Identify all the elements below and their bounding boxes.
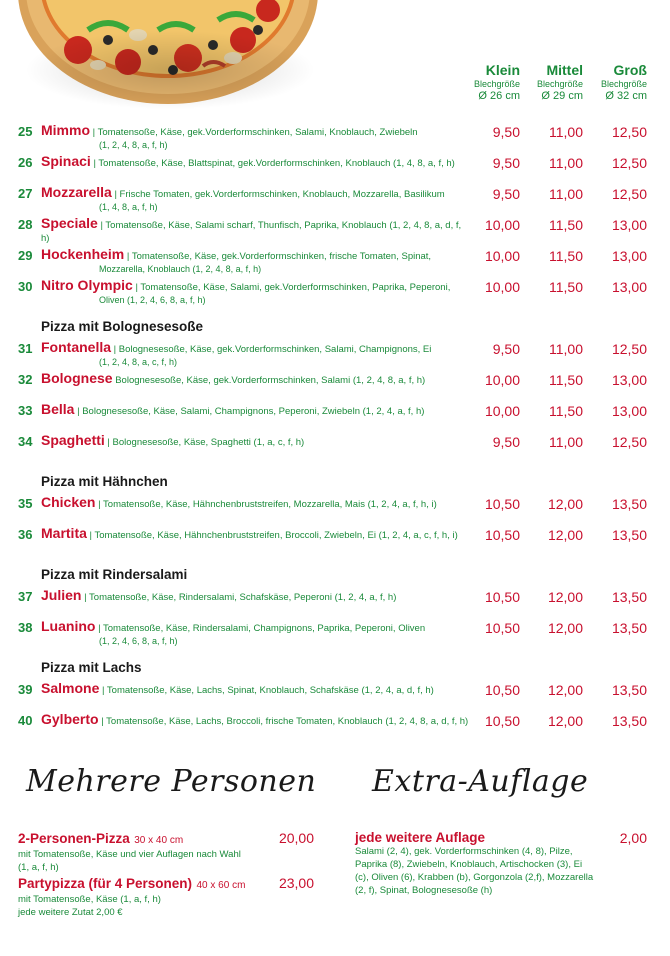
pizza-ingredients-cont: (1, 2, 4, 8, a, c, f, h) [99, 357, 178, 367]
pizza-description [41, 155, 471, 170]
price-gross: 12,50 [611, 155, 647, 171]
pizza-name: Hockenheim [41, 246, 125, 262]
pizza-description [41, 403, 471, 418]
pizza-name: Mimmo [41, 122, 90, 138]
pizza-number: 26 [18, 155, 33, 170]
pizza-ingredients: Bolognesesoße, Käse, gek.Vorderformschinken, Salami (1, 2, 4, 8, a, f, h) [115, 375, 426, 386]
pizza-number: 39 [18, 682, 33, 697]
price-gross: 13,00 [611, 217, 647, 233]
pizza-number: 31 [18, 341, 33, 356]
pizza-description [41, 496, 471, 511]
pizza-ingredients: | Tomatensoße, Käse, Lachs, Spinat, Knoblauch, Schafskäse (1, 2, 4, a, d, f, h) [102, 685, 434, 696]
pizza-ingredients: | Tomatensoße, Käse, Rindersalami, Schafskäse, Peperoni (1, 2, 4, a, f, h) [84, 592, 397, 603]
pizza-ingredients-cont: Mozzarella, Knoblauch (1, 2, 4, 8, a, f, h) [99, 264, 262, 274]
pizza-image [18, 0, 320, 108]
price-klein: 9,50 [492, 124, 520, 140]
pizza-number: 25 [18, 124, 33, 139]
price-gross: 13,00 [611, 279, 647, 295]
pizza-ingredients: | Tomatensoße, Käse, Salami scharf, Thunfisch, Paprika, Knoblauch (1, 2, 4, 8, a, d, f, h) [41, 220, 462, 244]
price-mittel: 11,00 [549, 434, 583, 450]
pizza-ingredients: | Tomatensoße, Käse, Hähnchenbruststreifen, Mozzarella, Mais (1, 2, 4, a, f, h, i) [98, 499, 437, 510]
price-mittel: 12,00 [547, 620, 583, 636]
price-gross: 12,50 [611, 341, 647, 357]
pizza-number: 36 [18, 527, 33, 542]
pizza-ingredients-cont: (1, 2, 4, 8, a, f, h) [99, 140, 168, 150]
extra-desc-line: (2, f), Spinat, Bolognesesoße (h) [355, 885, 493, 896]
price-klein: 9,50 [492, 186, 520, 202]
pizza-number: 37 [18, 589, 33, 604]
pizza-ingredients-cont: (1, 4, 8, a, f, h) [99, 202, 158, 212]
pizza-name: Martita [41, 525, 87, 541]
pizza-ingredients: | Tomatensoße, Käse, gek.Vorderformschinken, Salami, Knoblauch, Zwiebeln [92, 127, 418, 138]
item-name: 2-Personen-Pizza [18, 831, 130, 846]
pizza-description [41, 248, 471, 276]
size-name: Groß [613, 62, 647, 78]
price-klein: 10,50 [484, 682, 520, 698]
pizza-number: 40 [18, 713, 33, 728]
price-klein: 10,00 [484, 372, 520, 388]
price-gross: 12,50 [611, 124, 647, 140]
price-mittel: 11,00 [549, 124, 583, 140]
pizza-ingredients-cont: (1, 2, 4, 6, 8, a, f, h) [99, 636, 178, 646]
pizza-name: Gylberto [41, 711, 99, 727]
menu-item-extra-auflage [355, 830, 605, 897]
pizza-description [41, 713, 471, 728]
pizza-description [41, 527, 471, 542]
pizza-number: 30 [18, 279, 33, 294]
section-title-lachs: Pizza mit Lachs [41, 660, 142, 675]
price-gross: 12,50 [611, 434, 647, 450]
price-klein: 10,50 [484, 527, 520, 543]
price-gross: 13,00 [611, 372, 647, 388]
size-subtitle: Blechgröße [536, 79, 583, 89]
pizza-number: 28 [18, 217, 33, 232]
pizza-number: 29 [18, 248, 33, 263]
price-gross: 13,50 [611, 527, 647, 543]
pizza-description [41, 186, 471, 214]
pizza-ingredients: | Tomatensoße, Käse, gek.Vorderformschinken, frische Tomaten, Spinat, [126, 251, 432, 262]
price-mittel: 12,00 [547, 682, 583, 698]
size-diameter: Ø 26 cm [478, 90, 520, 102]
pizza-name: Mozzarella [41, 184, 112, 200]
pizza-number: 34 [18, 434, 33, 449]
pizza-description [41, 217, 471, 245]
size-subtitle: Blechgröße [600, 79, 647, 89]
price-mittel: 11,00 [549, 186, 583, 202]
price-klein: 10,00 [484, 217, 520, 233]
price-gross: 13,00 [611, 248, 647, 264]
item-note: jede weitere Zutat 2,00 € [18, 907, 123, 918]
extra-desc-line: Salami (2, 4), gek. Vorderformschinken (4, 8), Pilze, [355, 846, 573, 857]
price-klein: 10,00 [484, 279, 520, 295]
price-mittel: 11,00 [549, 341, 583, 357]
price-mittel: 11,50 [549, 372, 583, 388]
price-mittel: 11,50 [549, 217, 583, 233]
section-title-bolognese: Pizza mit Bolognesesoße [41, 319, 204, 334]
pizza-number: 33 [18, 403, 33, 418]
pizza-name: Chicken [41, 494, 96, 510]
pizza-ingredients: | Frische Tomaten, gek.Vorderformschinken, Knoblauch, Mozzarella, Basilikum [114, 189, 445, 200]
pizza-description [41, 589, 471, 604]
pizza-ingredients: | Tomatensoße, Käse, Lachs, Broccoli, frische Tomaten, Knoblauch (1, 2, 4, 8, a, d, f, h) [101, 716, 469, 727]
heading-extra-auflage: Extra-Auflage [372, 764, 589, 799]
pizza-number: 35 [18, 496, 33, 511]
price-gross: 12,50 [611, 186, 647, 202]
price-klein: 10,00 [484, 403, 520, 419]
item-price: 20,00 [278, 830, 314, 846]
item-price: 2,00 [619, 830, 647, 846]
pizza-ingredients: | Tomatensoße, Käse, Salami, gek.Vorderformschinken, Paprika, Peperoni, [135, 282, 451, 293]
price-klein: 10,50 [484, 620, 520, 636]
price-klein: 9,50 [492, 434, 520, 450]
size-name: Mittel [546, 62, 583, 78]
price-klein: 9,50 [492, 341, 520, 357]
size-header-gross [557, 62, 647, 103]
price-mittel: 11,50 [549, 279, 583, 295]
price-mittel: 11,00 [549, 155, 583, 171]
pizza-name: Bolognese [41, 370, 113, 386]
pizza-name: Bella [41, 401, 75, 417]
pizza-description [41, 341, 471, 369]
item-name: jede weitere Auflage [355, 830, 486, 845]
price-gross: 13,50 [611, 682, 647, 698]
item-allergens: (1, a, f, h) [18, 862, 59, 873]
pizza-name: Spaghetti [41, 432, 105, 448]
price-mittel: 12,00 [547, 496, 583, 512]
price-mittel: 12,00 [547, 589, 583, 605]
section-title-rindersalami: Pizza mit Rindersalami [41, 567, 188, 582]
pizza-number: 27 [18, 186, 33, 201]
size-diameter: Ø 29 cm [541, 90, 583, 102]
size-name: Klein [485, 62, 520, 78]
pizza-ingredients: | Tomatensoße, Käse, Blattspinat, gek.Vorderformschinken, Knoblauch (1, 4, 8, a, f, h) [93, 158, 455, 169]
pizza-ingredients: | Tomatensoße, Käse, Hähnchenbruststreifen, Broccoli, Zwiebeln, Ei (1, 2, 4, a, c, f, h, i) [89, 530, 458, 541]
price-mittel: 11,50 [549, 403, 583, 419]
price-gross: 13,50 [611, 496, 647, 512]
pizza-ingredients-cont: Oliven (1, 2, 4, 6, 8, a, f, h) [99, 295, 206, 305]
pizza-name: Salmone [41, 680, 100, 696]
pizza-name: Fontanella [41, 339, 112, 355]
pizza-description [41, 372, 471, 387]
item-size: 30 x 40 cm [134, 835, 184, 846]
pizza-number: 32 [18, 372, 33, 387]
pizza-name: Speciale [41, 215, 98, 231]
price-klein: 10,50 [484, 713, 520, 729]
item-size: 40 x 60 cm [196, 880, 246, 891]
price-mittel: 12,00 [547, 527, 583, 543]
pizza-shadow [24, 30, 316, 110]
item-description: mit Tomatensoße, Käse und vier Auflagen nach Wahl [18, 849, 241, 860]
pizza-name: Luanino [41, 618, 96, 634]
price-gross: 13,50 [611, 713, 647, 729]
pizza-description [41, 434, 471, 449]
item-name: Partypizza (für 4 Personen) [18, 876, 193, 891]
extra-desc-line: (c), Oliven (6), Krabben (b), Gorgonzola (2,f), Mozzarella [355, 872, 594, 883]
pizza-ingredients: | Bolognesesoße, Käse, Salami, Champignons, Peperoni, Zwiebeln (1, 2, 4, a, f, h) [77, 406, 425, 417]
price-gross: 13,50 [611, 589, 647, 605]
heading-mehrere-personen: Mehrere Personen [26, 764, 317, 799]
pizza-description [41, 279, 471, 307]
size-subtitle: Blechgröße [473, 79, 520, 89]
pizza-ingredients: | Bolognesesoße, Käse, Spaghetti (1, a, c, f, h) [107, 437, 305, 448]
size-diameter: Ø 32 cm [605, 90, 647, 102]
price-klein: 10,50 [484, 589, 520, 605]
price-mittel: 12,00 [547, 713, 583, 729]
pizza-description [41, 682, 471, 697]
pizza-name: Julien [41, 587, 82, 603]
pizza-number: 38 [18, 620, 33, 635]
price-klein: 10,00 [484, 248, 520, 264]
pizza-name: Nitro Olympic [41, 277, 133, 293]
pizza-description [41, 124, 471, 152]
price-gross: 13,50 [611, 620, 647, 636]
pizza-name: Spinaci [41, 153, 91, 169]
item-description: mit Tomatensoße, Käse (1, a, f, h) [18, 894, 161, 905]
item-price: 23,00 [278, 875, 314, 891]
pizza-ingredients: | Tomatensoße, Käse, Rindersalami, Champignons, Paprika, Peperoni, Oliven [98, 623, 426, 634]
pizza-ingredients: | Bolognesesoße, Käse, gek.Vorderformschinken, Salami, Champignons, Ei [113, 344, 432, 355]
pizza-description [41, 620, 471, 648]
price-klein: 10,50 [484, 496, 520, 512]
price-mittel: 11,50 [549, 248, 583, 264]
section-title-chicken: Pizza mit Hähnchen [41, 474, 168, 489]
price-gross: 13,00 [611, 403, 647, 419]
extra-desc-line: Paprika (8), Zwiebeln, Knoblauch, Artischocken (3), Ei [355, 859, 583, 870]
price-klein: 9,50 [492, 155, 520, 171]
